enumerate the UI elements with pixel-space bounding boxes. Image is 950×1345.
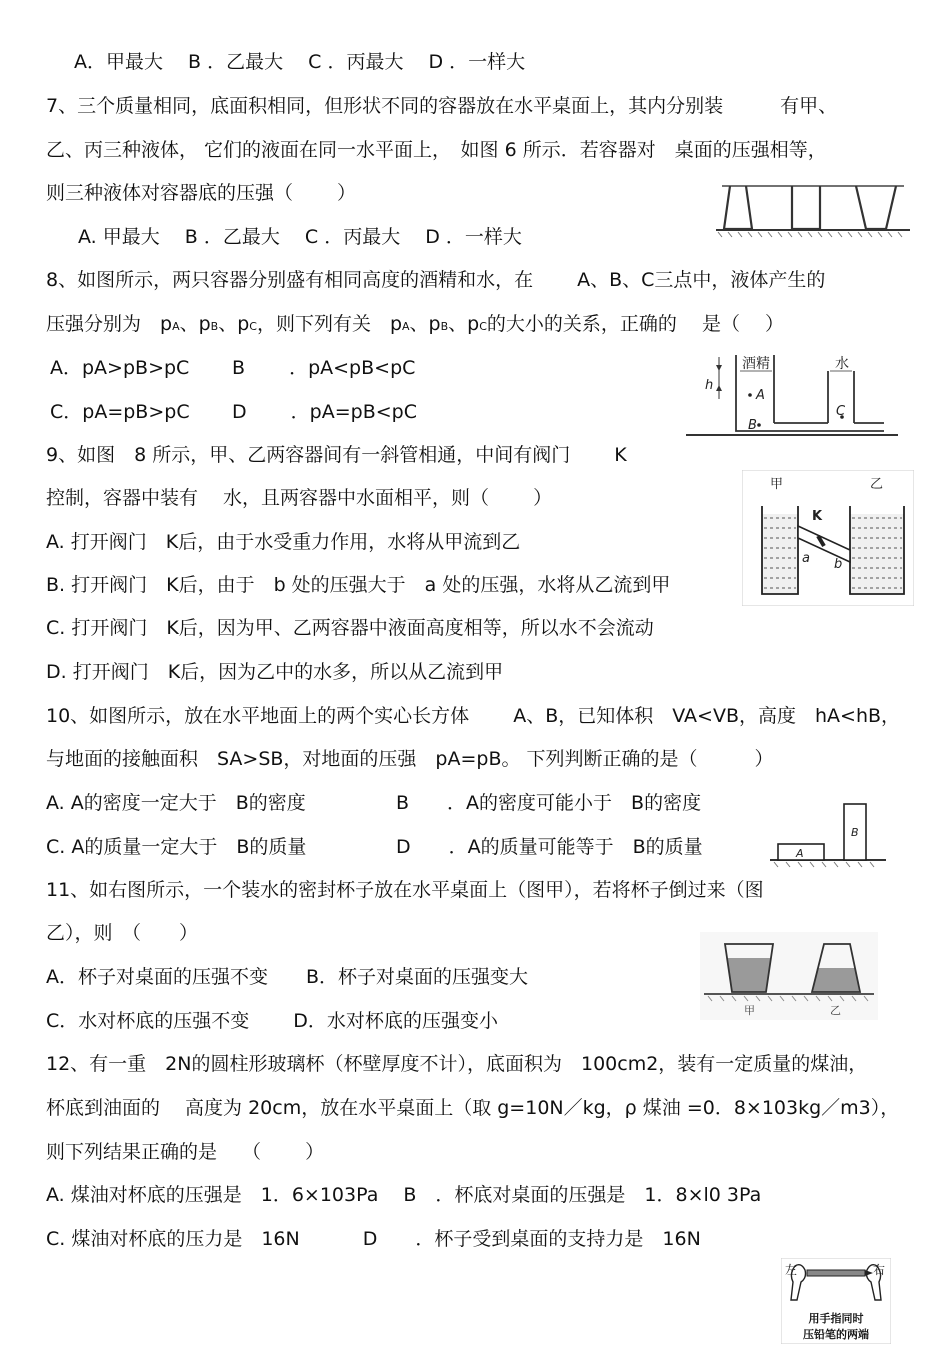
q11-cups-figure: [700, 932, 878, 1020]
fig-label-block-b: B: [851, 826, 859, 839]
fig-caption-line1: 用手指同时: [808, 1312, 864, 1325]
fig-label-b: B: [748, 418, 757, 433]
q7-line3: 则三种液体对容器底的压强（ ）: [46, 182, 357, 204]
q10-line1: 10、如图所示，放在水平地面上的两个实心长方体 A、B，已知体积 VA<VB，高度 hA<hB，: [46, 705, 901, 727]
q7-line2: 乙、丙三种液体， 它们的液面在同一水平面上， 如图 6 所示．若容器对 桌面的压强相等，: [46, 139, 827, 161]
q10-blocks-figure: [766, 798, 890, 870]
q7-containers-figure: [716, 180, 910, 238]
q12-line3: 则下列结果正确的是 （ ）: [46, 1141, 325, 1163]
fig-label-alcohol: 酒精: [742, 356, 770, 372]
q9-connected-vessels-figure: [742, 470, 914, 606]
fig-label-point-b: b: [834, 557, 843, 572]
fig-label-jia: 甲: [770, 477, 784, 492]
q8-line2: 压强分别为 pA、pB、pC，则下列有关 pA、pB、pC的大小的关系，正确的 是（ ）: [46, 313, 784, 335]
fig-label-a: A: [756, 388, 765, 403]
q9-line1: 9、如图 8 所示，甲、乙两容器间有一斜管相通，中间有阀门 K: [46, 444, 627, 466]
q9-option-a: A. 打开阀门 K后，由于水受重力作用，水将从甲流到乙: [46, 531, 521, 553]
q7-options: A. 甲最大 B ．乙最大 C ．丙最大 D ．一样大: [78, 226, 522, 248]
fig-label-yi: 乙: [870, 477, 884, 492]
q10-option-c: C. A的质量一定大于 B的质量: [46, 836, 307, 858]
fig-label-c: C: [836, 404, 846, 419]
q12-line2: 杯底到油面的 高度为 20cm，放在水平桌面上（取 g=10N／kg，ρ 煤油 =0．8×103kg／m3），: [46, 1097, 900, 1119]
fig-label-valve-k: K: [812, 509, 823, 524]
q9-option-d: D. 打开阀门 K后，因为乙中的水多，所以从乙流到甲: [46, 661, 504, 683]
q7-line1: 7、三个质量相同，底面积相同，但形状不同的容器放在水平桌面上，其内分别装 有甲、: [46, 95, 838, 117]
q8-alcohol-water-figure: [686, 351, 898, 451]
q10-line2: 与地面的接触面积 SA>SB，对地面的压强 pA=pB。 下列判断正确的是（ ）: [46, 748, 774, 770]
q8-line1: 8、如图所示，两只容器分别盛有相同高度的酒精和水，在 A、B、C三点中，液体产生的: [46, 269, 826, 291]
q11-option-ab: A．杯子对桌面的压强不变 B．杯子对桌面的压强变大: [46, 966, 529, 988]
fig-label-cup-yi: 乙: [830, 1004, 841, 1017]
q6-options: A．甲最大 B ．乙最大 C ．丙最大 D ．一样大: [74, 51, 526, 73]
q9-line2: 控制，容器中装有 水，且两容器中水面相平，则（ ）: [46, 487, 553, 509]
q11-option-cd: C．水对杯底的压强不变 D．水对杯底的压强变小: [46, 1010, 498, 1032]
q12-option-ab: A. 煤油对杯底的压强是 1．6×103Pa B ．杯底对桌面的压强是 1．8×l0 3Pa: [46, 1184, 762, 1206]
q8-option-b: B ．pA<pB<pC: [232, 357, 416, 379]
q9-option-b: B. 打开阀门 K后，由于 b 处的压强大于 a 处的压强，水将从乙流到甲: [46, 574, 671, 596]
q8-option-c: C．pA=pB>pC: [50, 401, 190, 423]
q9-option-c: C. 打开阀门 K后，因为甲、乙两容器中液面高度相等，所以水不会流动: [46, 617, 654, 639]
fig-label-left: 左: [785, 1263, 798, 1277]
q11-line2: 乙），则 （ ）: [46, 922, 199, 944]
fig-label-water: 水: [835, 356, 849, 372]
fig-label-h: h: [705, 378, 714, 393]
fig-label-cup-jia: 甲: [744, 1004, 755, 1017]
q12-option-cd: C. 煤油对杯底的压力是 16N D ．杯子受到桌面的支持力是 16N: [46, 1228, 701, 1250]
fig-label-point-a: a: [802, 551, 810, 566]
q10-option-b: B ．A的密度可能小于 B的密度: [396, 792, 702, 814]
q10-option-a: A. A的密度一定大于 B的密度: [46, 792, 306, 814]
fig-caption-line2: 压铅笔的两端: [803, 1328, 869, 1341]
q11-line1: 11、如右图所示，一个装水的密封杯子放在水平桌面上（图甲），若将杯子倒过来（图: [46, 879, 764, 901]
q10-option-d: D ．A的质量可能等于 B的质量: [396, 836, 703, 858]
fig-label-block-a: A: [796, 847, 804, 860]
pencil-fingers-figure: [781, 1258, 891, 1344]
q12-line1: 12、有一重 2N的圆柱形玻璃杯（杯壁厚度不计），底面积为 100cm2，装有一定质量的煤油，: [46, 1053, 868, 1075]
q8-option-a: A．pA>pB>pC: [50, 357, 190, 379]
fig-label-right: 右: [873, 1263, 886, 1277]
q8-option-d: D ．pA=pB<pC: [232, 401, 417, 423]
